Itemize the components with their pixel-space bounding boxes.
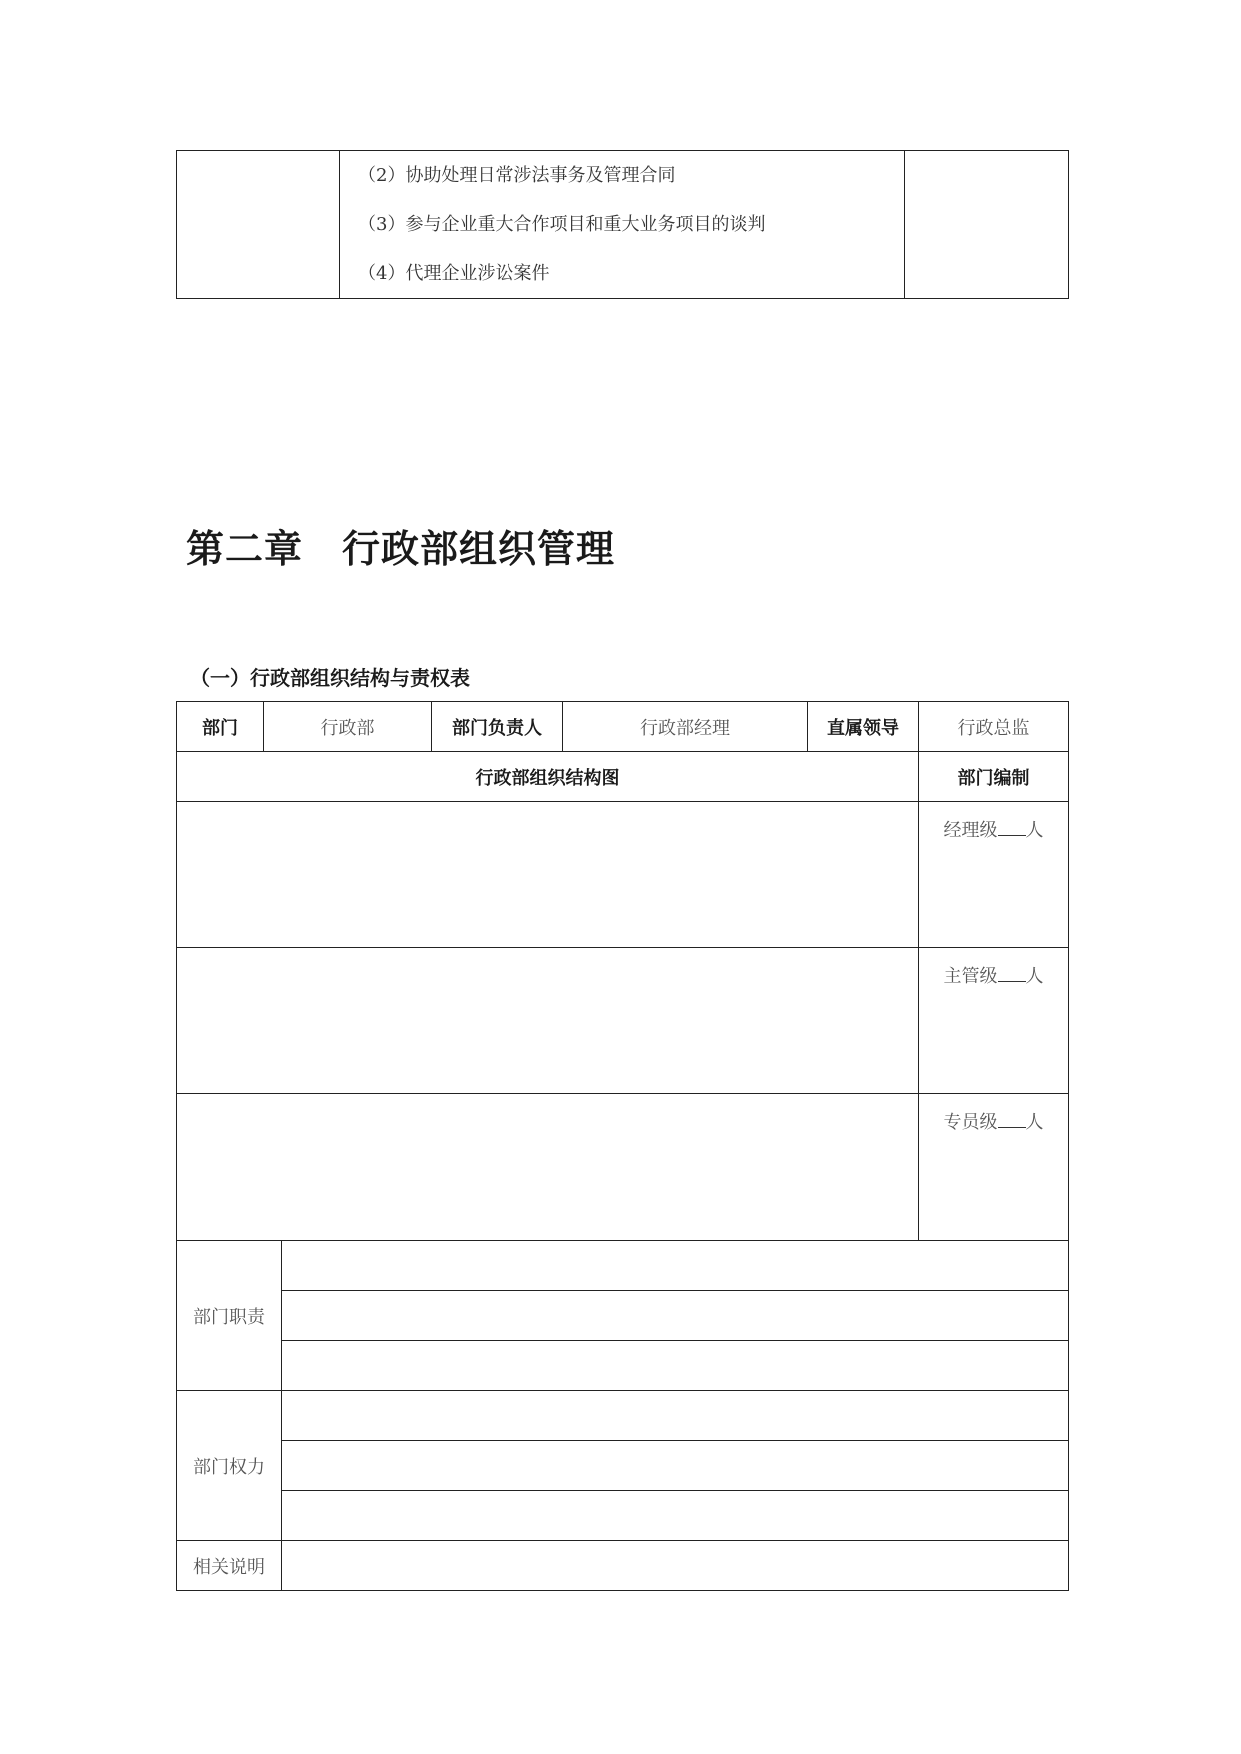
powers-label: 部门权力 [177, 1391, 282, 1541]
structure-chart-area [177, 802, 919, 948]
continued-duties-table [176, 150, 1069, 299]
staff-specialist-level: 专员级 人 [919, 1094, 1069, 1241]
power-line-cell [282, 1491, 1069, 1541]
duty-line-cell [282, 1291, 1069, 1341]
duty-item: （4）代理企业涉讼案件 [358, 263, 550, 284]
notes-label: 相关说明 [177, 1541, 282, 1591]
notes-cell [282, 1541, 1069, 1591]
head-value: 行政部经理 [563, 702, 808, 752]
duty-line-cell [282, 1341, 1069, 1391]
leader-label: 直属领导 [808, 702, 919, 752]
power-line-cell [282, 1391, 1069, 1441]
duty-item: （3）参与企业重大合作项目和重大业务项目的谈判 [358, 214, 766, 235]
blank-cell [905, 151, 1069, 299]
chapter-title: 第二章 行政部组织管理 [186, 527, 616, 571]
duties-label: 部门职责 [177, 1241, 282, 1391]
staff-supervisor-level: 主管级 人 [919, 948, 1069, 1094]
duties-cell [340, 151, 905, 299]
dept-label: 部门 [177, 702, 264, 752]
head-label: 部门负责人 [432, 702, 563, 752]
staffing-label: 部门编制 [919, 752, 1069, 802]
power-line-cell [282, 1441, 1069, 1491]
dept-value: 行政部 [264, 702, 432, 752]
blank-cell [177, 151, 340, 299]
duty-item: （2）协助处理日常涉法事务及管理合同 [358, 165, 676, 186]
section-title: （一）行政部组织结构与责权表 [190, 666, 470, 690]
structure-chart-label: 行政部组织结构图 [177, 752, 919, 802]
structure-chart-area [177, 1094, 919, 1241]
duty-line-cell [282, 1241, 1069, 1291]
structure-chart-area [177, 948, 919, 1094]
staff-manager-level: 经理级 人 [919, 802, 1069, 948]
leader-value: 行政总监 [919, 702, 1069, 752]
org-structure-table [176, 701, 1069, 1591]
